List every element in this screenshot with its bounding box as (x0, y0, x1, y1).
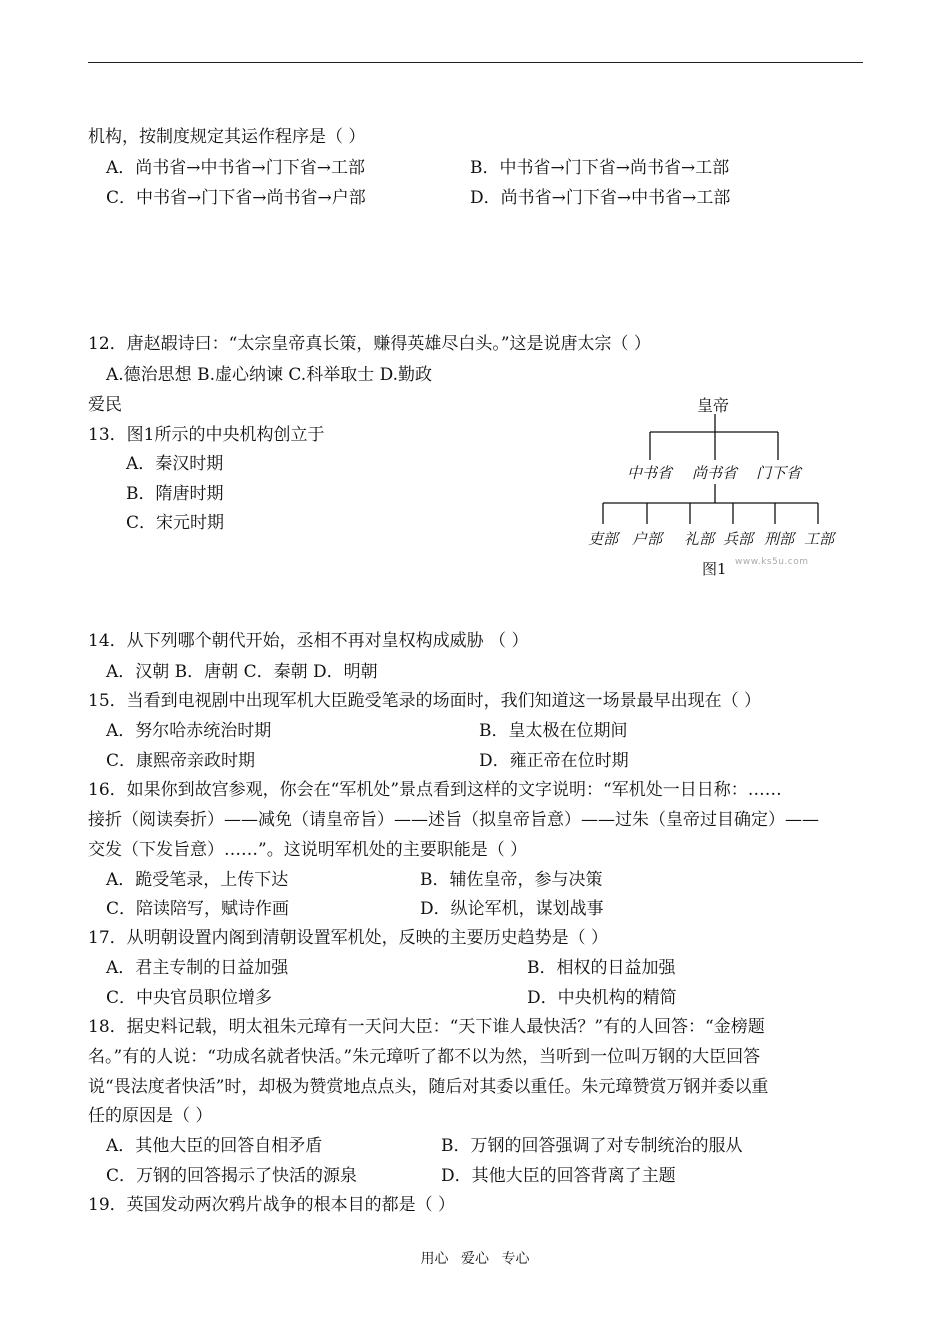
q12-option-wrap: 爱民 (88, 395, 122, 415)
q18-line-3: 说“畏法度者快活”时，却极为赞赏地点点头，随后对其委以重任。朱元璋赞赏万钢并委以重 (88, 1077, 769, 1097)
q18-option-a: A．其他大臣的回答自相矛盾 (106, 1136, 323, 1156)
q16-line-2: 接折（阅读奏折）——减免（请皇帝旨）——述旨（拟皇帝旨意）——过朱（皇帝过目确定）—— (88, 810, 819, 830)
q19-stem: 19．英国发动两次鸦片战争的根本目的都是（ ） (88, 1195, 456, 1215)
q16-option-a: A．跪受笔录，上传下达 (106, 870, 289, 890)
org-node-zhongshu: 中书省 (627, 464, 673, 482)
q13-stem: 13．图1所示的中央机构创立于 (88, 425, 325, 445)
org-node-libu-rites: 礼部 (684, 530, 715, 548)
org-node-hubu: 户部 (632, 530, 663, 548)
org-node-shangshu: 尚书省 (692, 464, 738, 482)
q16-line-1: 16．如果你到故宫参观，你会在“军机处”景点看到这样的文字说明：“军机处一日日称：…… (88, 780, 782, 800)
q18-option-d: D．其他大臣的回答背离了主题 (441, 1166, 676, 1186)
q17-stem: 17．从明朝设置内阁到清朝设置军机处，反映的主要历史趋势是（ ） (88, 928, 609, 948)
q17-option-c: C．中央官员职位增多 (106, 988, 273, 1008)
org-node-menxia: 门下省 (756, 464, 802, 482)
q11-option-d: D．尚书省→门下省→中书省→工部 (470, 188, 731, 208)
q18-line-4: 任的原因是（ ） (88, 1106, 213, 1126)
watermark: www.ks5u.com (735, 557, 809, 567)
org-node-bingbu: 兵部 (723, 530, 754, 548)
q11-option-c: C．中书省→门下省→尚书省→户部 (106, 188, 366, 208)
q15-option-c: C．康熙帝亲政时期 (106, 751, 256, 771)
q11-option-a: A．尚书省→中书省→门下省→工部 (106, 158, 366, 178)
q13-option-b: B．隋唐时期 (126, 484, 224, 504)
q12-stem: 12．唐赵嘏诗曰：“太宗皇帝真长策，赚得英雄尽白头。”这是说唐太宗（ ） (88, 334, 651, 354)
q15-option-b: B．皇太极在位期间 (479, 721, 628, 741)
q16-line-3: 交发（下发旨意）……”。这说明军机处的主要职能是（ ） (88, 840, 528, 860)
page-footer: 用心 爱心 专心 (420, 1251, 530, 1267)
org-node-libu-personnel: 吏部 (588, 530, 619, 548)
q18-option-c: C．万钢的回答揭示了快活的源泉 (106, 1166, 358, 1186)
q12-options: A.德治思想 B.虚心纳谏 C.科举取士 D.勤政 (106, 365, 433, 385)
figure-caption: 图1 (702, 560, 727, 578)
q13-option-c: C．宋元时期 (126, 513, 225, 533)
q16-option-c: C．陪读陪写，赋诗作画 (106, 899, 290, 919)
org-node-emperor: 皇帝 (697, 396, 730, 415)
q15-option-d: D．雍正帝在位时期 (479, 751, 629, 771)
q16-option-d: D．纵论军机，谋划战事 (420, 899, 604, 919)
q11-option-b: B．中书省→门下省→尚书省→工部 (470, 158, 730, 178)
org-node-gongbu: 工部 (804, 530, 835, 548)
q17-option-d: D．中央机构的精简 (527, 988, 677, 1008)
q16-option-b: B．辅佐皇帝，参与决策 (420, 870, 603, 890)
org-node-xingbu: 刑部 (764, 530, 795, 548)
q14-stem: 14．从下列哪个朝代开始，丞相不再对皇权构成威胁 （ ） (88, 631, 529, 651)
q18-option-b: B．万钢的回答强调了对专制统治的服从 (441, 1136, 743, 1156)
q18-line-2: 名。”有的人说：“功成名就者快活。”朱元璋听了都不以为然，当听到一位叫万钢的大臣回答 (88, 1047, 761, 1067)
q15-stem: 15．当看到电视剧中出现军机大臣跪受笔录的场面时，我们知道这一场景最早出现在（ ） (88, 691, 762, 711)
q15-option-a: A．努尔哈赤统治时期 (106, 721, 272, 741)
q17-option-b: B．相权的日益加强 (527, 958, 676, 978)
q18-line-1: 18．据史料记载，明太祖朱元璋有一天问大臣：“天下谁人最快活？”有的人回答：“金榜题 (88, 1017, 765, 1037)
q17-option-a: A．君主专制的日益加强 (106, 958, 289, 978)
q13-option-a: A．秦汉时期 (126, 454, 224, 474)
q11-stem: 机构，按制度规定其运作程序是（ ） (88, 127, 366, 147)
q14-options: A．汉朝 B．唐朝 C．秦朝 D．明朝 (106, 662, 378, 682)
